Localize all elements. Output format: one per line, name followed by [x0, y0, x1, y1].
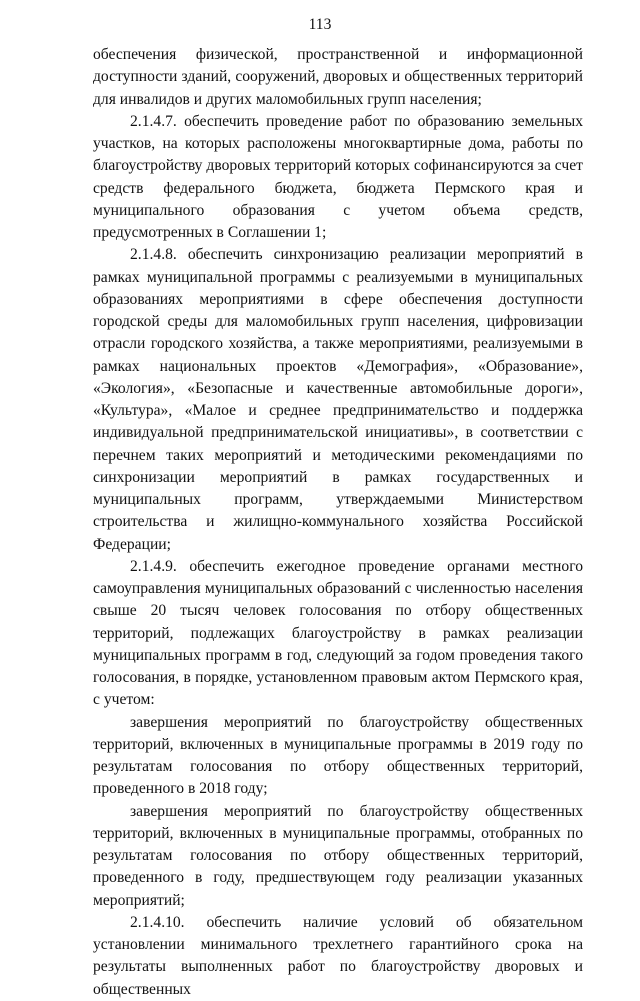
paragraph-2-1-4-10: 2.1.4.10. обеспечить наличие условий об обязательном установлении минимального трехлетнего гарантийного срока на результаты выполненных работ по благоустройству дворовых и общественных	[93, 913, 583, 998]
paragraph-2-1-4-9: 2.1.4.9. обеспечить ежегодное проведение органами местного самоуправления муниципальных образований с численностью населения свыше 20 тысяч человек голосования по отбору общественных территорий, подлежащих благоустройству в рамках реализации муниципальных программ в год, следующий за годом проведения такого голосования, в порядке, установленном правовым актом Пермского края, с учетом:	[93, 557, 583, 709]
paragraph-accessibility-continuation: обеспечения физической, пространственной и информационной доступности зданий, сооружений, дворовых и общественных территорий для инвалидов и других маломобильных групп населения;	[93, 46, 583, 108]
paragraph-2-1-4-8: 2.1.4.8. обеспечить синхронизацию реализации мероприятий в рамках муниципальной программы с реализуемыми в муниципальных образованиях мероприятиями в сфере обеспечения доступности городской среды для маломобильных групп населения, цифровизации отрасли городского хозяйства, а также мероприятиями, реализуемыми в рамках национальных проектов «Демография», «Образование», «Экология», «Безопасные и качественные автомобильные дороги», «Культура», «Малое и среднее предпринимательство и поддержка индивидуальной предпринимательской инициативы», в соответствии с перечнем таких мероприятий и методическими рекомендациями по синхронизации мероприятий в рамках государственных и муниципальных программ, утверждаемыми Министерством строительства и жилищно-коммунального хозяйства Российской Федерации;	[93, 246, 583, 553]
paragraph-2-1-4-7: 2.1.4.7. обеспечить проведение работ по образованию земельных участков, на которых расположены многоквартирные дома, работы по благоустройству дворовых территорий которых софинансируются за счет средств федерального бюджета, бюджета Пермского края и муниципального образования с учетом объема средств, предусмотренных в Соглашении 1;	[93, 112, 583, 241]
page-number: 113	[308, 16, 332, 33]
document-body	[93, 44, 583, 1001]
paragraph-completion-2019: завершения мероприятий по благоустройству общественных территорий, включенных в муниципальные программы в 2019 году по результатам голосования по отбору общественных территорий, проведенного в 2018 году;	[93, 713, 583, 798]
paragraph-completion-previous-year: завершения мероприятий по благоустройству общественных территорий, включенных в муниципальные программы, отобранных по результатам голосования по отбору общественных территорий, проведенного в году, предшествующем году реализации указанных мероприятий;	[93, 802, 583, 909]
